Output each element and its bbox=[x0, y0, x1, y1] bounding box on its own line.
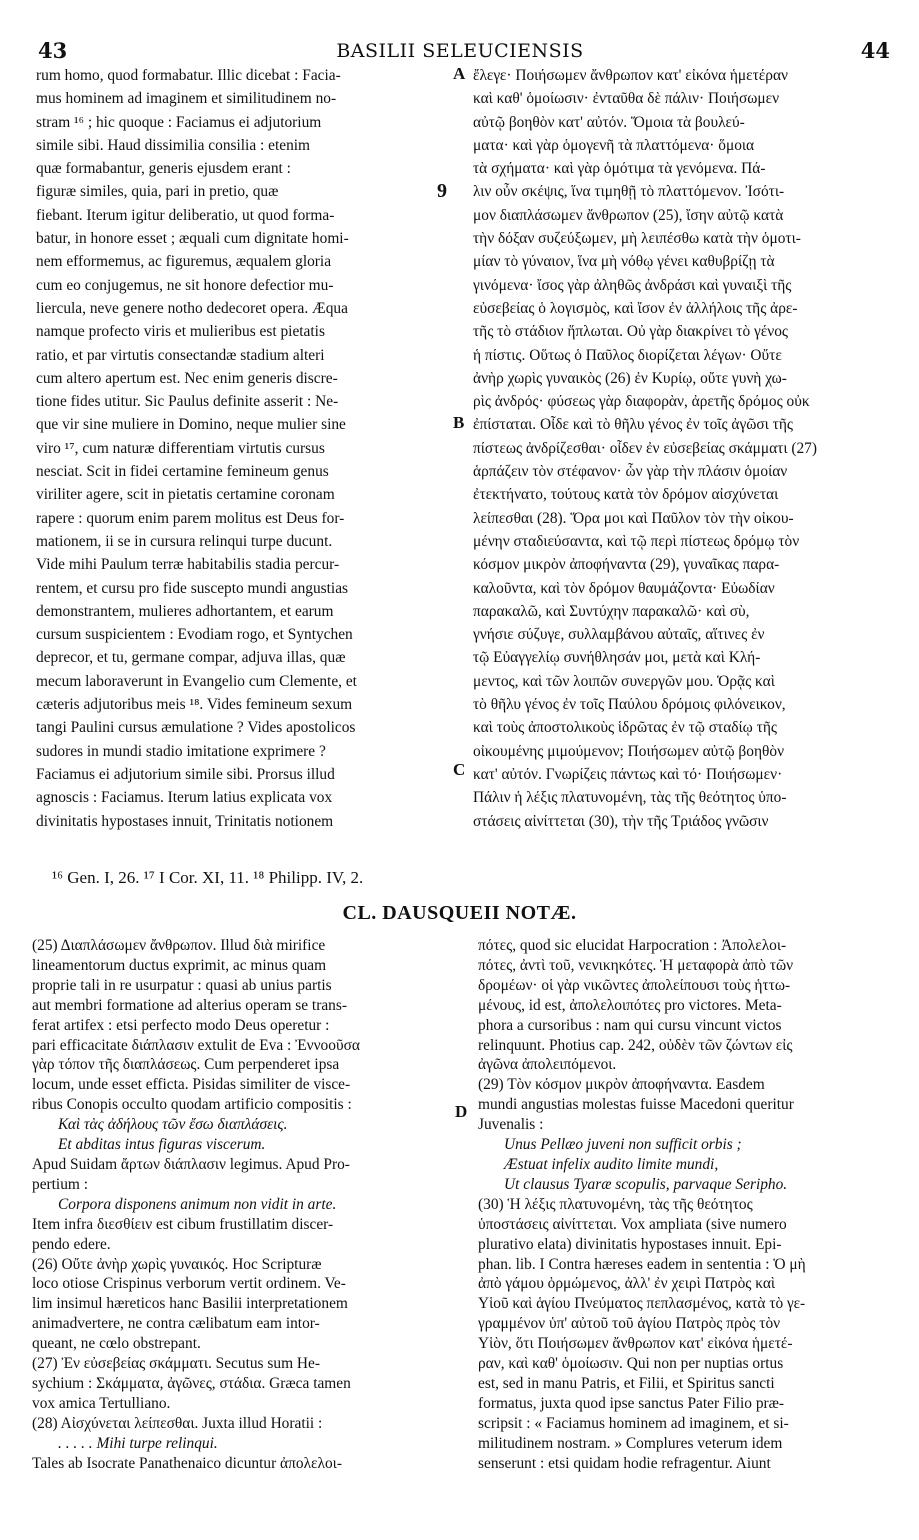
text-line: ἀγῶνα ἀπολειπόμενοι. bbox=[478, 1056, 617, 1074]
text-line: Faciamus ei adjutorium simile sibi. Prorsus illud bbox=[36, 765, 335, 783]
text-line: rum homo, quod formabatur. Illic dicebat : Facia- bbox=[36, 67, 341, 84]
text-line: Æstuat infelix audito limite mundi, bbox=[504, 1155, 719, 1173]
text-line: Apud Suidam ἄρτων διάπλασιν legimus. Apud Pro- bbox=[32, 1155, 350, 1173]
text-line: mundi angustias molestas fuisse Macedoni queritur bbox=[478, 1096, 794, 1114]
text-line: παρακαλῶ, καὶ Συντύχην παρακαλῶ· καὶ σὺ, bbox=[473, 602, 750, 620]
margin-number-9: 9 bbox=[437, 180, 447, 202]
text-line: τὸ θῆλυ γένος ἐν τοῖς Παύλου δρόμοις φιλόνεικον, bbox=[473, 696, 786, 714]
text-line: Υἱὸν, ὅτι Ποιήσωμεν ἄνθρωπον κατ' εἰκόνα ἡμετέ- bbox=[478, 1335, 793, 1353]
text-line: μένους, id est, ἀπολελοιπότες pro victores. Meta- bbox=[478, 996, 782, 1014]
text-line: Vide mihi Paulum terræ habitabilis stadia percur- bbox=[36, 556, 340, 574]
text-line: mecum laboraverunt in Evangelio cum Clemente, et bbox=[36, 672, 357, 690]
text-line: ferat artifex : etsi perfecto modo Deus operetur : bbox=[32, 1016, 330, 1034]
text-line: τὴν δόξαν συζεύξωμεν, μὴ λειπέσθω κατὰ τὴν ὁμοτι- bbox=[473, 230, 801, 248]
text-line: πότες, ἀντὶ τοῦ, νενικηκότες. Ἡ μεταφορὰ ἀπὸ τῶν bbox=[478, 956, 794, 974]
text-line: animadvertere, ne contra cælibatum eam intor- bbox=[32, 1315, 320, 1333]
text-line: mus hominem ad imaginem et similitudinem no- bbox=[36, 90, 337, 108]
text-line: militudinem nostram. » Complures veterum idem bbox=[478, 1434, 783, 1452]
text-line: ραν, καὶ καθ' ὁμοίωσιν. Qui non per nuptias ortus bbox=[478, 1355, 784, 1373]
text-line: εὐσεβείας ὁ λογισμὸς, καὶ ἴσον ἐν ἀλλήλοις τῆς ἀρε- bbox=[473, 299, 798, 317]
text-line: lim insimul hæreticos hanc Basilii interpretationem bbox=[32, 1295, 348, 1313]
main-text-latin bbox=[36, 64, 448, 833]
text-line: λιν οὖν σκέψις, ἵνα τιμηθῇ τὸ πλαττόμενον. Ἰσότι- bbox=[473, 183, 785, 201]
notes-title: CL. DAUSQUEII NOTÆ. bbox=[342, 902, 577, 924]
notes-text-left bbox=[32, 936, 456, 1473]
text-line: γνήσιε σύζυγε, συλλαμβάνου αὐταῖς, αἵτινες ἐν bbox=[473, 626, 765, 644]
text-line: μεντος, καὶ τῶν λοιπῶν συνεργῶν μου. Ὁρᾷς καὶ bbox=[473, 672, 775, 690]
text-line: senserunt : etsi quidam hodie refragentur. Aiunt bbox=[478, 1454, 771, 1472]
text-line: ρὶς ἀνδρός· φύσεως γὰρ διαφορὰν, ἀρετῆς δρόμος οὐκ bbox=[473, 393, 810, 411]
text-line: γινόμενα· ἴσος γὰρ ἀληθῶς ἀνδράσι καὶ γυναιξὶ τῆς bbox=[473, 276, 792, 294]
text-line: est, sed in manu Patris, et Filii, et Spiritus sancti bbox=[478, 1374, 775, 1392]
text-line: Et abditas intus figuras viscerum. bbox=[58, 1136, 266, 1154]
text-line: πίστεως ἀνδρίζεσθαι· οἶδεν ἐν εὐσεβείας σκάμματι (27) bbox=[473, 439, 817, 457]
margin-letter-d: D bbox=[455, 1102, 468, 1121]
text-line: τῷ Εὐαγγελίῳ συνήθλησάν μοι, μετὰ καὶ Κλή- bbox=[473, 649, 761, 667]
text-line: ἁρπάζειν τὸν στέφανον· ὧν γὰρ τὴν πλάσιν ὁμοίαν bbox=[473, 463, 788, 481]
text-line: cum altero apertum est. Nec enim generis discre- bbox=[36, 369, 338, 387]
text-line: liercula, neve genere notho dedecoret opera. Æqua bbox=[36, 299, 348, 317]
text-line: simile sibi. Haud dissimilia consilia : etenim bbox=[36, 136, 311, 154]
page-header bbox=[30, 38, 890, 64]
text-line: quæ formabantur, generis ejusdem erant : bbox=[36, 160, 291, 178]
text-line: pertium : bbox=[32, 1175, 88, 1193]
text-line: ἀνὴρ χωρὶς γυναικὸς (26) ἐν Κυρίῳ, οὔτε γυνὴ χω- bbox=[473, 369, 787, 387]
text-line: batur, in honore esset ; æquali cum dignitate homi- bbox=[36, 230, 349, 248]
text-line: phan. lib. I Contra hæreses eadem in sententia : Ὁ μὴ bbox=[478, 1255, 806, 1273]
text-line: viro ¹⁷, cum naturæ differentiam virtutis cursus bbox=[36, 439, 325, 457]
text-line: divinitatis hypostases innuit, Trinitatis notionem bbox=[36, 812, 334, 830]
text-line: στάσεις αἰνίττεται (30), τὴν τῆς Τριάδος γνῶσιν bbox=[473, 812, 769, 830]
text-line: κόσμον μικρὸν ἀποφήναντα (29), γυναῖκας παρα- bbox=[473, 556, 780, 574]
text-line: sychium : Σκάμματα, ἀγῶνες, στάδια. Græca tamen bbox=[32, 1374, 351, 1392]
text-line: Corpora disponens animum non vidit in arte. bbox=[58, 1195, 337, 1213]
text-line: rapere : quorum enim parem molitus est Deus for- bbox=[36, 509, 345, 527]
text-line: figuræ similes, quia, pari in pretio, quæ bbox=[36, 183, 279, 201]
text-line: μον διαπλάσωμεν ἄνθρωπον (25), ἴσην αὐτῷ κατὰ bbox=[473, 206, 784, 224]
text-line: deprecor, et tu, germane compar, adjuva illas, quæ bbox=[36, 649, 346, 667]
text-line: ματα· καὶ γὰρ ὁμογενῆ τὰ πλαττόμενα· ὅμοια bbox=[473, 136, 755, 154]
text-line: μένην σταδιεύσαντα, καὶ τῷ περὶ πίστεως δρόμῳ τὸν bbox=[473, 532, 800, 550]
text-line: (29) Τὸν κόσμον μικρὸν ἀποφήναντα. Easdem bbox=[478, 1076, 765, 1094]
text-line: ἡ πίστις. Οὕτως ὁ Παῦλος διορίζεται λέγων· Οὔτε bbox=[473, 346, 782, 364]
main-text-greek bbox=[473, 64, 885, 833]
notes-text-right bbox=[478, 936, 892, 1473]
text-line: Unus Pellæo juveni non sufficit orbis ; bbox=[504, 1136, 742, 1154]
text-line: ἐπίσταται. Οἶδε καὶ τὸ θῆλυ γένος ἐν τοῖς ἀγῶσι τῆς bbox=[473, 416, 793, 434]
text-line: locum, unde esset efficta. Pisidas similiter de visce- bbox=[32, 1076, 351, 1094]
page-number-right: 44 bbox=[860, 38, 890, 63]
margin-letter-a: A bbox=[453, 64, 466, 83]
text-line: δρομέων· οἱ γὰρ νικῶντες ἀπολείπουσι τοὺς ἡττω- bbox=[478, 976, 791, 994]
text-line: fiebant. Iterum igitur deliberatio, ut quod forma- bbox=[36, 206, 335, 224]
text-line: καλοῦντα, καὶ τὸν δρόμον θαυμάζοντα· Εὐωδίαν bbox=[473, 579, 775, 597]
page-number-left: 43 bbox=[38, 38, 68, 63]
text-line: ribus Conopis occulto quodam artificio compositis : bbox=[32, 1096, 352, 1114]
text-line: pari efficacitate διάπλασιν extulit de Eva : Ἐννοοῦσα bbox=[32, 1036, 360, 1054]
text-line: viriliter agere, scit in pietatis certamine coronam bbox=[36, 486, 335, 504]
text-line: ὑποστάσεις αἰνίττεται. Vox ampliata (sive numero bbox=[478, 1215, 787, 1233]
footnotes: ¹⁶ Gen. I, 26. ¹⁷ I Cor. XI, 11. ¹⁸ Philipp. IV, 2. bbox=[52, 868, 364, 887]
text-line: καὶ καθ' ὁμοίωσιν· ἐνταῦθα δὲ πάλιν· Ποιήσωμεν bbox=[473, 90, 780, 108]
text-line: phora a cursoribus : nam qui cursu vincunt victos bbox=[478, 1016, 782, 1034]
text-line: (25) Διαπλάσωμεν ἄνθρωπον. Illud διὰ mirifice bbox=[32, 937, 326, 954]
text-line: γραμμένον ὑπ' αὐτοῦ τοῦ ἁγίου Πατρὸς πρὸς τὸν bbox=[478, 1315, 781, 1333]
text-line: rentem, et cursu pro fide suscepto mundi angustias bbox=[36, 579, 349, 597]
text-line: namque profecto viris et mulieribus est pietatis bbox=[36, 323, 325, 341]
text-line: πότες, quod sic elucidat Harpocration : Ἀπολελοι- bbox=[478, 937, 787, 954]
text-line: ἐτεκτήνατο, τούτους κατὰ τὸν δρόμον αἰσχύνεται bbox=[473, 486, 779, 504]
text-line: nesciat. Scit in fidei certamine femineum genus bbox=[36, 463, 329, 481]
text-line: stram ¹⁶ ; hic quoque : Faciamus ei adjutorium bbox=[36, 113, 322, 131]
text-line: tangi Paulini cursus æmulatione ? Vides apostolicos bbox=[36, 719, 356, 737]
text-line: proprie tali in re usurpatur : quasi ab unius partis bbox=[32, 976, 332, 994]
text-line: mationem, ii se in cursura relinqui turpe ducunt. bbox=[36, 532, 333, 550]
text-line: formatus, juxta quod ipse sanctus Pater Filio præ- bbox=[478, 1394, 785, 1412]
text-line: lineamentorum ductus exprimit, ac minus quam bbox=[32, 956, 327, 974]
margin-letter-c: C bbox=[453, 760, 466, 779]
text-line: Juvenalis : bbox=[478, 1116, 544, 1134]
margin-letter-b: B bbox=[453, 413, 465, 432]
text-line: tione fides utitur. Sic Paulus definite asserit : Ne- bbox=[36, 393, 339, 411]
text-line: τὰ σχήματα· καὶ γὰρ ὁμότιμα τὰ γενόμενα. Πά- bbox=[473, 160, 766, 178]
text-line: (27) Ἐν εὐσεβείας σκάμματι. Secutus sum He- bbox=[32, 1355, 320, 1373]
text-line: cum eo conjugemus, ne sit honore defectior mu- bbox=[36, 276, 334, 294]
text-line: cursum suspicientem : Evodiam rogo, et Syntychen bbox=[36, 626, 353, 644]
text-line: (30) Ἡ λέξις πλατυνομένη, τὰς τῆς θεότητος bbox=[478, 1195, 753, 1213]
text-line: demonstrantem, mulieres adhortantem, et earum bbox=[36, 602, 334, 620]
text-line: pendo edere. bbox=[32, 1235, 111, 1253]
text-line: nem efformemus, ac figuremus, æqualem gloria bbox=[36, 253, 332, 271]
text-line: κατ' αὐτόν. Γνωρίζεις πάντως καὶ τό· Ποιήσωμεν· bbox=[473, 765, 783, 783]
text-line: μίαν τὸ γύναιον, ἵνα μὴ νόθῳ γένει καθυβρίζῃ τὰ bbox=[473, 253, 775, 271]
text-line: vox amica Tertulliano. bbox=[32, 1394, 171, 1412]
text-line: γὰρ τόπον τῆς διαπλάσεως. Cum perpenderet ipsa bbox=[32, 1056, 340, 1074]
running-title: BASILII SELEUCIENSIS bbox=[336, 40, 584, 62]
text-line: que vir sine muliere in Domino, neque mulier sine bbox=[36, 416, 346, 434]
text-line: (26) Οὔτε ἀνὴρ χωρὶς γυναικός. Hoc Scripturæ bbox=[32, 1255, 322, 1273]
text-line: Tales ab Isocrate Panathenaico dicuntur ἀπολελοι- bbox=[32, 1454, 342, 1472]
text-line: Υἱοῦ καὶ ἁγίου Πνεύματος πεπλασμένος, κατὰ τὸ γε- bbox=[478, 1295, 806, 1313]
text-line: ἀπὸ γάμου ὁρμώμενος, ἀλλ' ἐν χειρὶ Πατρὸς καὶ bbox=[478, 1275, 776, 1293]
text-line: αὐτῷ βοηθὸν κατ' αὐτόν. Ὅμοια τὰ βουλεύ- bbox=[473, 113, 745, 131]
text-line: οἰκουμένης μιμούμενον; Ποιήσωμεν αὐτῷ βοηθὸν bbox=[473, 742, 785, 760]
text-line: ἔλεγε· Ποιήσωμεν ἄνθρωπον κατ' εἰκόνα ἡμετέραν bbox=[473, 67, 788, 84]
text-line: sudores in mundi stadio imitatione exprimere ? bbox=[36, 742, 326, 760]
text-line: scripsit : « Faciamus hominem ad imaginem, et si- bbox=[478, 1414, 789, 1432]
text-line: queant, ne cœlo obstrepant. bbox=[32, 1335, 201, 1353]
text-line: agnoscis : Faciamus. Iterum latius explicata vox bbox=[36, 789, 333, 807]
text-line: ratio, et par virtutis consectandæ stadium alteri bbox=[36, 346, 325, 364]
text-line: . . . . . Mihi turpe relinqui. bbox=[58, 1434, 218, 1452]
text-line: καὶ τοὺς ἀποστολικοὺς ἱδρῶτας ἐν τῷ σταδίῳ τῆς bbox=[473, 719, 777, 737]
text-line: cæteris adjutoribus meis ¹⁸. Vides femineum sexum bbox=[36, 696, 353, 714]
text-line: plurativo elata) divinitatis hypostases innuit. Epi- bbox=[478, 1235, 782, 1253]
text-line: aut membri formatione ad alterius operam se trans- bbox=[32, 996, 347, 1014]
text-line: (28) Αἰσχύνεται λείπεσθαι. Juxta illud Horatii : bbox=[32, 1414, 323, 1432]
text-line: Item infra διεσθίειν est cibum frustillatim discer- bbox=[32, 1215, 334, 1233]
text-line: Πάλιν ἡ λέξις πλατυνομένη, τὰς τῆς θεότητος ὑπο- bbox=[473, 789, 787, 807]
text-line: Ut clausus Tyaræ scopulis, parvaque Seripho. bbox=[504, 1175, 788, 1193]
text-line: λείπεσθαι (28). Ὅρα μοι καὶ Παῦλον τὸν τὴν οἰκου- bbox=[473, 509, 794, 527]
text-line: relinquunt. Photius cap. 242, οὐδὲν τῶν ζώντων εἰς bbox=[478, 1036, 793, 1054]
text-line: τῆς τὸ στάδιον ἥπλωται. Οὐ γὰρ διακρίνει τὸ γένος bbox=[473, 323, 788, 341]
text-line: Καὶ τὰς ἀδήλους τῶν ἔσω διαπλάσεις. bbox=[58, 1116, 288, 1134]
text-line: loco otiose Crispinus verborum vertit ordinem. Ve- bbox=[32, 1275, 346, 1293]
